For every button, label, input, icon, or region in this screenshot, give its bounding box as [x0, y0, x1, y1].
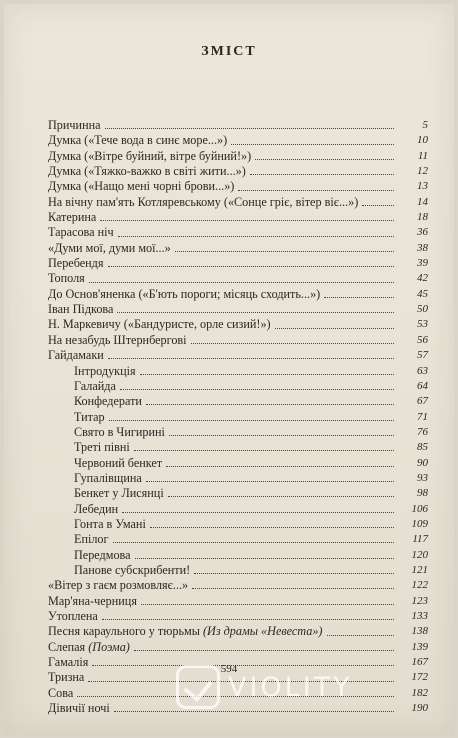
toc-entry-title	[48, 195, 358, 210]
toc-entry-title	[48, 133, 227, 148]
toc-entry-page: 98	[417, 487, 428, 500]
toc-entry	[48, 179, 428, 194]
dot-leader	[108, 266, 395, 267]
toc-entry-page: 121	[411, 563, 428, 576]
toc-entry-page: 57	[417, 349, 428, 362]
toc-entry-title	[74, 364, 136, 379]
dot-leader	[113, 542, 394, 543]
toc-entry-title-text: Передмова	[74, 547, 131, 562]
toc-entry-page: 93	[417, 471, 428, 484]
dot-leader	[166, 466, 394, 467]
toc-entry	[48, 578, 428, 593]
toc-entry-title	[48, 118, 101, 133]
toc-entry-title	[48, 333, 187, 348]
toc-entry-page: 45	[417, 287, 428, 300]
toc-entry-title-text: На вічну пам'ять Котляревському («Сонце гріє, вітер віє...»)	[48, 194, 359, 209]
toc-entry	[48, 609, 428, 624]
dot-leader	[146, 481, 394, 482]
toc-entry-note: (Из драмы «Невеста»)	[202, 624, 323, 639]
toc-entry-title-text: Інтродукція	[74, 363, 136, 378]
toc-entry-title-text: Причинна	[48, 118, 101, 132]
toc-entry-title	[74, 548, 131, 563]
dot-leader	[118, 236, 394, 237]
toc-entry-title-text: Панове субскрибенти!	[74, 562, 191, 577]
toc-entry-page: 167	[411, 656, 428, 669]
toc-entry	[48, 210, 428, 225]
toc-entry	[48, 195, 428, 210]
toc-entry-title-text: Лебедин	[74, 501, 119, 516]
toc-entry	[48, 410, 428, 425]
toc-entry-title	[74, 563, 190, 578]
dot-leader	[134, 650, 394, 651]
dot-leader	[146, 404, 394, 405]
toc-entry-page: 85	[417, 441, 428, 454]
toc-entry-title	[74, 471, 142, 486]
toc-entry-title	[74, 440, 130, 455]
toc-entry-title	[48, 317, 271, 332]
dot-leader	[324, 297, 394, 298]
toc-entry	[48, 517, 428, 532]
toc-entry-page: 106	[411, 502, 428, 515]
toc-entry-title-text: «Думи мої, думи мої...»	[48, 240, 171, 255]
toc-entry-title-text: Конфедерати	[74, 394, 142, 409]
toc-entry-page: 123	[411, 594, 428, 607]
toc-entry	[48, 256, 428, 271]
dot-leader	[135, 558, 394, 559]
toc-entry-title-text: Гамалія	[48, 655, 89, 670]
toc-entry	[48, 425, 428, 440]
toc-entry-title	[74, 517, 146, 532]
toc-entry	[48, 317, 428, 332]
toc-entry-title	[74, 394, 142, 409]
toc-entry	[48, 348, 428, 363]
dot-leader	[122, 512, 394, 513]
dot-leader	[327, 635, 395, 636]
toc-entry-title-text: Думка («Тяжко-важко в світі жити...»)	[48, 164, 246, 179]
page-heading: ЗМІСТ	[201, 44, 257, 59]
dot-leader	[175, 251, 394, 252]
toc-entry-title-text: Тризна	[48, 670, 85, 685]
watermark-logo-icon	[176, 665, 220, 709]
toc-entry-page: 10	[417, 134, 428, 147]
toc-entry-title-text: Перебендя	[48, 256, 104, 271]
toc-entry-page: 122	[411, 579, 428, 592]
toc-entry	[48, 394, 428, 409]
toc-entry-title	[48, 271, 85, 286]
toc-entry-note: (Поэма)	[88, 639, 130, 654]
toc-entry-title-text: Свято в Чигирині	[74, 424, 165, 439]
dot-leader	[191, 343, 394, 344]
dot-leader	[117, 312, 394, 313]
dot-leader	[114, 711, 394, 712]
toc-entry-title-text: Утоплена	[48, 609, 98, 623]
dot-leader	[150, 527, 394, 528]
toc-entry	[48, 486, 428, 501]
dot-leader	[231, 144, 394, 145]
dot-leader	[89, 282, 394, 283]
toc-entry-title-text: «Вітер з гаєм розмовляє...»	[48, 578, 189, 593]
toc-entry-page: 71	[417, 410, 428, 423]
toc-entry-page: 56	[417, 333, 428, 346]
dot-leader	[140, 374, 394, 375]
dot-leader	[105, 128, 394, 129]
toc-entry	[48, 225, 428, 240]
toc-entry-page: 12	[417, 165, 428, 178]
toc-entry	[48, 118, 428, 133]
toc-entry	[48, 302, 428, 317]
watermark	[176, 665, 353, 709]
toc-entry-title-text: До Основ'яненка («Б'ють пороги; місяць сходить...»)	[48, 286, 321, 301]
toc-entry-page: 53	[417, 318, 428, 331]
toc-entry-title-text: Іван Підкова	[48, 302, 114, 317]
dot-leader	[108, 358, 394, 359]
toc-entry-page: 138	[411, 625, 428, 638]
dot-leader	[250, 174, 394, 175]
toc-entry	[48, 333, 428, 348]
toc-entry	[48, 164, 428, 179]
toc-entry-page: 76	[417, 425, 428, 438]
toc-entry	[48, 548, 428, 563]
toc-entry-title	[48, 640, 130, 655]
toc-entry	[48, 471, 428, 486]
toc-entry	[48, 502, 428, 517]
toc-entry-title-text: Гайдамаки	[48, 348, 104, 363]
toc-entry-page: 109	[411, 517, 428, 530]
toc-entry	[48, 287, 428, 302]
dot-leader	[102, 619, 394, 620]
dot-leader	[192, 588, 394, 589]
toc-entry-page: 36	[417, 226, 428, 239]
toc-entry	[48, 624, 428, 639]
toc-entry-title-text: Катерина	[48, 210, 97, 225]
toc-entry-title	[74, 486, 164, 501]
toc-entry-title	[48, 594, 137, 609]
toc-entry-title	[74, 532, 109, 547]
toc-entry-page: 5	[422, 119, 428, 131]
toc-entry	[48, 640, 428, 655]
toc-entry-title-text: На незабудь Штернбергові	[48, 332, 187, 347]
toc-entry	[48, 271, 428, 286]
dot-leader	[169, 435, 394, 436]
toc-entry-page: 39	[417, 257, 428, 270]
toc-entry-title	[48, 225, 114, 240]
toc-entry-title	[48, 256, 104, 271]
dot-leader	[141, 604, 394, 605]
toc-entry-title-text: Н. Маркевичу («Бандуристе, орле сизий!»)	[48, 317, 271, 332]
toc-entry-page: 139	[411, 640, 428, 653]
toc-entry-title	[48, 302, 113, 317]
toc-entry	[48, 379, 428, 394]
watermark-text: VIOLITY	[228, 671, 353, 703]
toc-entry-title-text: Тарасова ніч	[48, 225, 114, 240]
table-of-contents	[48, 118, 428, 716]
toc-entry-page: 42	[417, 272, 428, 285]
dot-leader	[362, 205, 394, 206]
toc-entry	[48, 364, 428, 379]
toc-entry-title-text: Тополя	[48, 271, 85, 286]
toc-entry-title-text: Песня караульного у тюрьмы	[48, 624, 200, 639]
toc-entry-title-text: Думка («Нащо мені чорні брови...»)	[48, 179, 235, 194]
toc-entry-page: 67	[417, 395, 428, 408]
toc-entry	[48, 594, 428, 609]
toc-entry-page: 172	[411, 671, 428, 684]
dot-leader	[194, 573, 394, 574]
toc-entry-title-text: Дівичії ночі	[48, 701, 110, 716]
toc-entry-page: 11	[417, 149, 428, 162]
toc-entry	[48, 456, 428, 471]
toc-entry-page: 13	[417, 180, 428, 193]
toc-entry-title	[74, 410, 105, 425]
toc-entry-page: 14	[417, 195, 428, 208]
toc-entry-title	[48, 609, 98, 624]
toc-entry-page: 120	[411, 548, 428, 561]
dot-leader	[275, 328, 394, 329]
dot-leader	[109, 420, 394, 421]
toc-entry-title	[74, 425, 165, 440]
toc-entry-title	[48, 624, 323, 639]
toc-entry-title-text: Слепая	[48, 639, 86, 654]
toc-entry-title	[48, 210, 96, 225]
toc-entry-page: 117	[412, 533, 428, 546]
toc-entry-title-text: Сова	[48, 685, 74, 700]
dot-leader	[100, 220, 394, 221]
toc-entry-title-text: Бенкет у Лисянці	[74, 486, 164, 501]
toc-entry	[48, 440, 428, 455]
toc-entry-title-text: Думка («Тече вода в синє море...»)	[48, 133, 228, 148]
toc-entry-page: 38	[417, 241, 428, 254]
toc-entry-title-text: Треті півні	[74, 440, 130, 455]
toc-entry-title	[48, 701, 110, 716]
toc-entry-title	[48, 149, 251, 164]
page-number: 594	[220, 663, 238, 675]
dot-leader	[238, 190, 394, 191]
toc-entry-title-text: Гупалівщина	[74, 470, 142, 485]
dot-leader	[168, 496, 394, 497]
toc-entry-title	[48, 578, 188, 593]
toc-entry-page: 50	[417, 303, 428, 316]
toc-entry-title	[48, 348, 104, 363]
toc-entry-page: 90	[417, 456, 428, 469]
toc-entry-page: 133	[411, 610, 428, 622]
toc-entry-title-text: Думка («Вітре буйний, вітре буйний!»)	[48, 148, 252, 163]
dot-leader	[120, 389, 394, 390]
toc-entry-title-text: Титар	[74, 409, 105, 424]
toc-entry-title	[74, 379, 116, 394]
toc-entry-title-text: Мар'яна-черниця	[48, 593, 137, 608]
toc-entry-page: 64	[417, 379, 428, 392]
toc-entry-page: 63	[417, 364, 428, 377]
toc-entry-title	[48, 287, 320, 302]
toc-entry-title	[48, 179, 234, 194]
toc-entry-title-text: Гонта в Умані	[74, 516, 146, 531]
toc-entry-title-text: Червоний бенкет	[74, 455, 163, 470]
toc-entry-title	[74, 456, 162, 471]
toc-entry-page: 190	[411, 702, 428, 715]
toc-entry	[48, 563, 428, 578]
toc-entry	[48, 133, 428, 148]
toc-entry	[48, 149, 428, 164]
toc-entry	[48, 241, 428, 256]
toc-entry-title-text: Епілог	[74, 532, 109, 547]
toc-entry-page: 182	[411, 686, 428, 699]
dot-leader	[255, 159, 394, 160]
toc-entry-title	[48, 164, 246, 179]
toc-entry	[48, 532, 428, 547]
dot-leader	[134, 450, 394, 451]
toc-entry-title	[48, 686, 73, 701]
toc-entry-title	[74, 502, 118, 517]
toc-entry-title	[48, 241, 171, 256]
toc-entry-page: 18	[417, 211, 428, 224]
toc-entry-title-text: Галайда	[74, 378, 116, 393]
